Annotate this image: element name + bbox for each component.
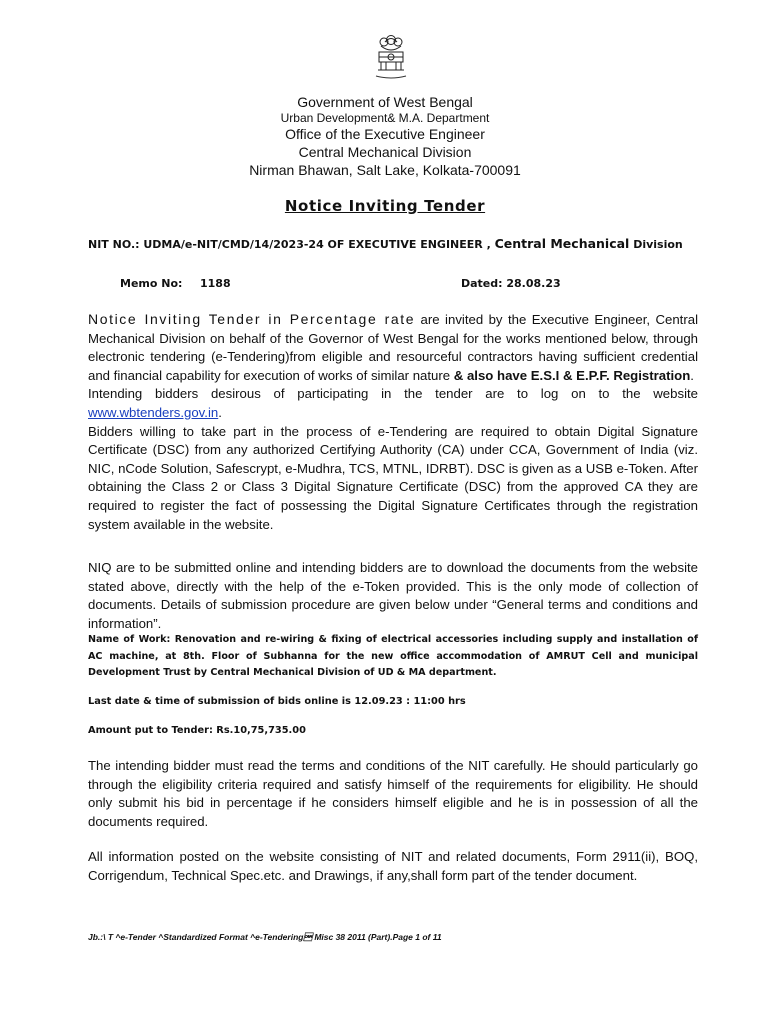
invitation-end: . xyxy=(690,367,694,383)
login-end: . xyxy=(218,404,222,420)
amount-put-to-tender: Amount put to Tender: Rs.10,75,735.00 xyxy=(88,725,306,736)
header-office: Office of the Executive Engineer xyxy=(285,126,485,142)
invitation-registration: & also have E.S.I & E.P.F. Registration xyxy=(453,367,691,383)
login-text: Intending bidders desirous of participating in the tender are to log on to the website xyxy=(88,386,698,402)
nit-division-name: Central Mechanical xyxy=(494,236,630,251)
memo-number: 1188 xyxy=(200,277,231,290)
paragraph-invitation xyxy=(88,310,698,534)
header-department: Urban Development& M.A. Department xyxy=(280,111,490,125)
name-of-work: Name of Work: Renovation and re-wiring & fixing of electrical accessories including supply and installation of AC machine, at 8th. Floor of Subhanna for the new office accommodation of AMRUT Cell and municipal Development Trust by Central Mechanical Division of UD & MA department. xyxy=(88,634,698,679)
paragraph-niq: NIQ are to be submitted online and intending bidders are to download the documents from the website stated above, directly with the help of the e-Token provided. This is the only mode of collection of documents. Details of submission procedure are given below under “General terms and conditions and information”. xyxy=(88,560,698,631)
nit-division-suffix: Division xyxy=(629,238,683,251)
paragraph-documents: All information posted on the website consisting of NIT and related documents, Form 2911(ii), BOQ, Corrigendum, Technical Spec.etc. and Drawings, if any,shall form part of the tender document. xyxy=(88,849,698,883)
header-division: Central Mechanical Division xyxy=(298,144,472,160)
header-address: Nirman Bhawan, Salt Lake, Kolkata-700091 xyxy=(249,162,521,178)
memo-date: Dated: 28.08.23 xyxy=(461,277,561,290)
website-link[interactable]: www.wbtenders.gov.in xyxy=(88,404,219,420)
nit-number-text: NIT NO.: UDMA/e-NIT/CMD/14/2023-24 OF EXECUTIVE ENGINEER , xyxy=(88,238,495,251)
invitation-text: are invited by the Executive Engineer, Central Mechanical Division on behalf of the Governor of West Bengal for the works mentioned below, through electronic tendering (e-Tendering)from eligible and resourceful contractors having sufficient credential and financial capability for execution of works of similar nature xyxy=(88,312,699,383)
dsc-text: Bidders willing to take part in the process of e-Tendering are required to obtain Digital Signature Certificate (DSC) from any authorized Certifying Authority (CA) under CCA, Government of India (viz. NIC, nCode Solution, Safescrypt, e-Mudhra, TCS, MTNL, IDRBT). DSC is given as a USB e-Token. After obtaining the Class 2 or Class 3 Digital Signature Certificate (DSC) from the approved CA they are required to register the fact of possessing the Digital Signature Certificates through the registration system available in the website. xyxy=(88,423,698,532)
last-date: Last date & time of submission of bids online is 12.09.23 : 11:00 hrs xyxy=(88,696,466,707)
page-footer: Jb.:\ T ^e-Tender ^Standardized Format ^e-Tendering Misc 38 2011 (Part).Page 1 of 11 xyxy=(88,932,442,942)
header-government: Government of West Bengal xyxy=(297,94,473,110)
memo-label: Memo No: xyxy=(120,277,183,290)
state-emblem-icon xyxy=(368,32,414,82)
nit-number xyxy=(88,236,728,251)
paragraph-eligibility: The intending bidder must read the terms and conditions of the NIT carefully. He should particularly go through the eligibility criteria required and satisfy himself of the requirements for eligibility. He should only submit his bid in percentage if he considers himself eligible and he is in possession of all the documents required. xyxy=(88,758,698,829)
page-title: Notice Inviting Tender xyxy=(284,197,486,215)
invitation-lead: Notice Inviting Tender in Percentage rate xyxy=(88,311,416,327)
